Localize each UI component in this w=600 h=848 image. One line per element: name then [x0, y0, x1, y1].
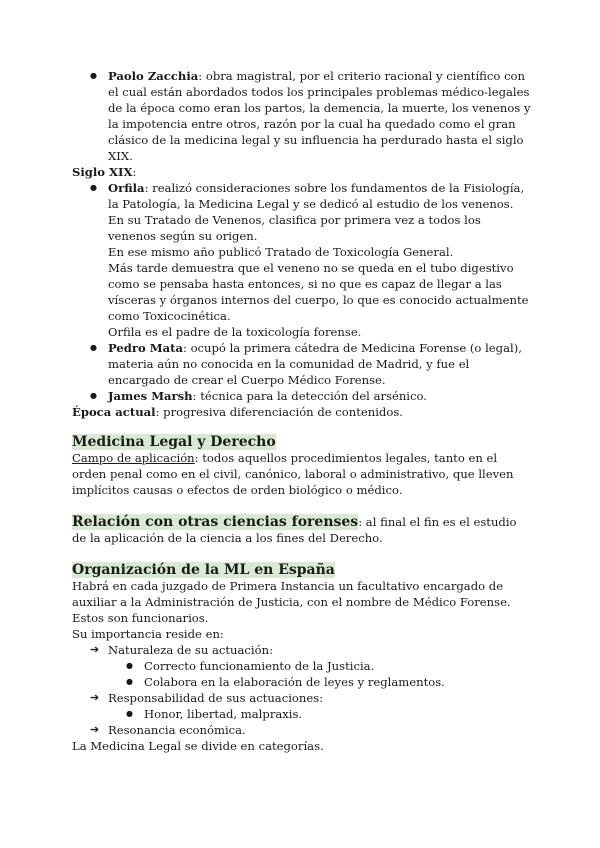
- list-item-correcto: ● Correcto funcionamiento de la Justicia.: [144, 658, 532, 674]
- document-page: [72, 68, 532, 754]
- organizacion-p2: Su importancia reside en:: [72, 627, 224, 641]
- arrow-right-icon: ➔: [90, 691, 100, 704]
- mata-text: : ocupó la primera cátedra de Medicina Forense (o legal), materia aún no conocida en la comunidad de Madrid, y fue el encargado de crear el Cuerpo Médico Forense.: [108, 341, 522, 387]
- medicina-derecho-heading-line: [72, 434, 532, 450]
- epoca-actual-paragraph: [72, 404, 532, 420]
- relacion-heading: Relación con otras ciencias forenses: [72, 514, 359, 530]
- list-item-responsabilidad: [90, 690, 532, 722]
- mata-name: Pedro Mata: [108, 341, 183, 355]
- orfila-line4: Orfila es el padre de la toxicología forense.: [108, 325, 362, 339]
- naturaleza-label: Naturaleza de su actuación:: [108, 643, 273, 657]
- zacchia-list: [72, 68, 532, 164]
- medicina-derecho-heading: Medicina Legal y Derecho: [72, 434, 276, 450]
- marsh-text: : técnica para la detección del arsénico.: [192, 389, 427, 403]
- siglo-xix-list: [72, 180, 532, 404]
- siglo-xix-colon: :: [132, 165, 137, 179]
- arrow-right-icon: ➔: [90, 723, 100, 736]
- campo-text: : todos aquellos procedimientos legales, tanto en el orden penal como en el civil, canónico, laboral o administrativo, que lleven implícitos causas o efectos de orden biológico o médico.: [72, 451, 514, 497]
- campo-aplicacion-paragraph: [72, 450, 532, 498]
- zacchia-name: Paolo Zacchia: [108, 69, 199, 83]
- orfila-line2: En ese mismo año publicó Tratado de Toxicología General.: [108, 245, 454, 259]
- campo-label: Campo de aplicación: [72, 451, 195, 465]
- orfila-text: : realizó consideraciones sobre los fundamentos de la Fisiología, la Patología, la Medicina Legal y se dedicó al estudio de los venenos. En su Tratado de Venenos, clasifica por primera vez a todos los venenos según su origen.: [108, 181, 525, 243]
- importancia-list: [72, 642, 532, 738]
- zacchia-text: : obra magistral, por el criterio racional y científico con el cual están abordados todos los principales problemas médico-legales de la época como eran los partos, la demencia, la muerte, los venenos y la impotencia entre otros, razón por la cual ha quedado como el gran clásico de la medicina legal y su influencia ha perdurado hasta el siglo XIX.: [108, 69, 531, 163]
- relacion-text: : al final el fin es el estudio de la aplicación de la ciencia a los fines del Derecho.: [72, 515, 517, 545]
- list-item-zacchia: [108, 68, 532, 164]
- responsabilidad-sublist: [108, 706, 532, 722]
- relacion-paragraph: [72, 514, 532, 546]
- responsabilidad-label: Responsabilidad de sus actuaciones:: [108, 691, 324, 705]
- orfila-line3: Más tarde demuestra que el veneno no se queda en el tubo digestivo como se pensaba hasta entonces, si no que es capaz de llegar a las vísceras y órganos internos del cuerpo, lo que es conocido actualmente como Toxicocinética.: [108, 261, 529, 323]
- orfila-name: Orfila: [108, 181, 145, 195]
- resonancia-label: Resonancia económica.: [108, 723, 246, 737]
- siglo-xix-label: Siglo XIX: [72, 165, 133, 179]
- list-item-pedro-mata: [108, 340, 532, 388]
- organizacion-heading-line: [72, 562, 532, 578]
- list-item-naturaleza: [90, 642, 532, 690]
- list-item-orfila: [108, 180, 532, 340]
- organizacion-p1: Habrá en cada juzgado de Primera Instancia un facultativo encargado de auxiliar a la Administración de Justicia, con el nombre de Médico Forense. Estos son funcionarios.: [72, 579, 511, 625]
- list-item-james-marsh: [108, 388, 532, 404]
- marsh-name: James Marsh: [108, 389, 193, 403]
- organizacion-p3: La Medicina Legal se divide en categorías.: [72, 739, 324, 753]
- epoca-label: Época actual: [72, 405, 156, 419]
- siglo-xix-heading: [72, 164, 532, 180]
- organizacion-heading: Organización de la ML en España: [72, 562, 335, 578]
- naturaleza-sublist: [108, 658, 532, 690]
- epoca-text: : progresiva diferenciación de contenidos.: [155, 405, 403, 419]
- list-item-resonancia: [90, 722, 532, 738]
- arrow-right-icon: ➔: [90, 643, 100, 656]
- list-item-colabora: ● Colabora en la elaboración de leyes y reglamentos.: [144, 674, 532, 690]
- list-item-honor: ● Honor, libertad, malpraxis.: [144, 706, 532, 722]
